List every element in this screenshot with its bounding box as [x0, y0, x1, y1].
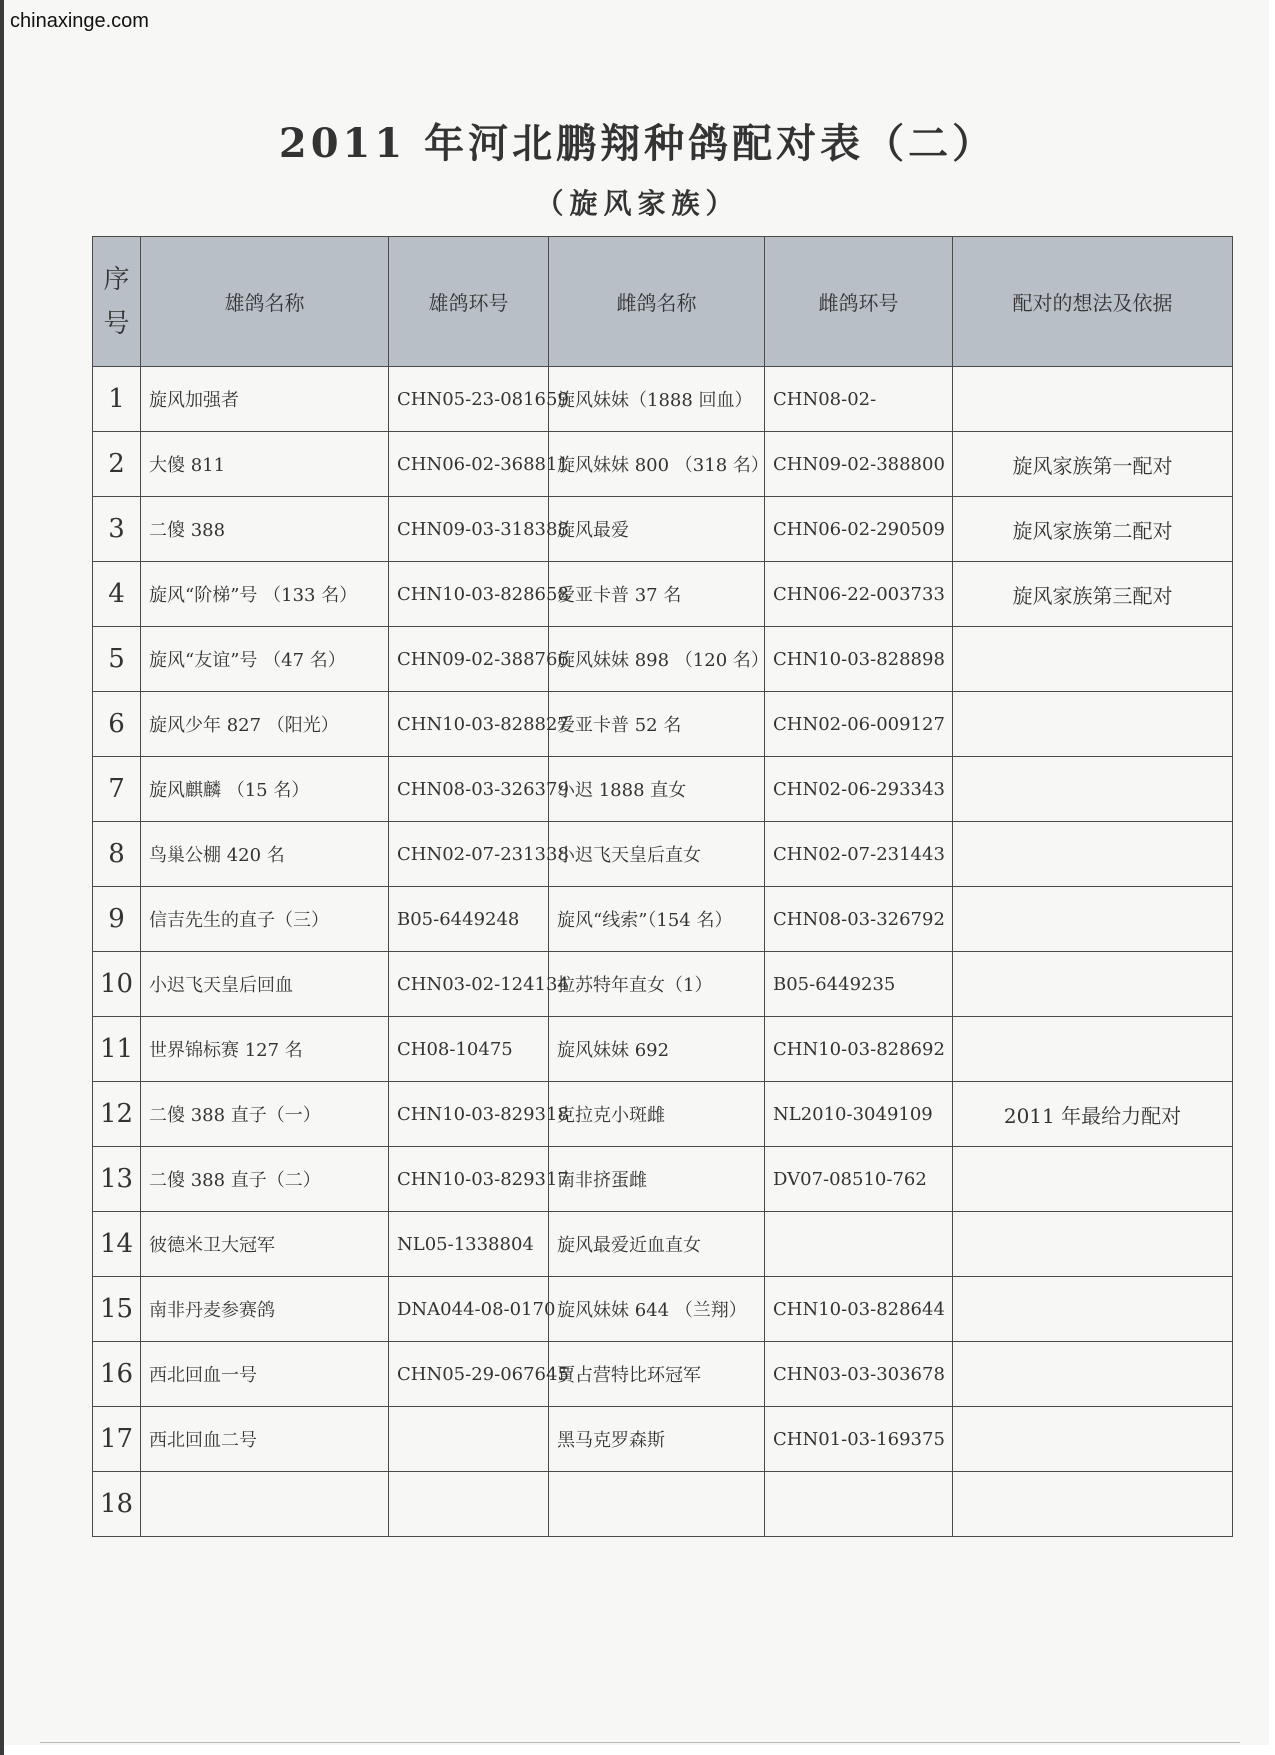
cell-female-name: 旋风最爱 — [549, 497, 765, 562]
page-bottom-edge — [40, 1742, 1240, 1743]
cell-female-name: 爱亚卡普 52 名 — [549, 692, 765, 757]
cell-male-name: 二傻 388 直子（一） — [141, 1082, 389, 1147]
cell-male-ring — [389, 1472, 549, 1537]
table-row — [93, 1472, 1233, 1537]
cell-male-ring: B05-6449248 — [389, 887, 549, 952]
cell-female-ring: B05-6449235 — [765, 952, 953, 1017]
cell-pairing-note — [953, 627, 1233, 692]
cell-female-ring — [765, 1212, 953, 1277]
cell-pairing-note — [953, 1407, 1233, 1472]
cell-male-name: 二傻 388 — [141, 497, 389, 562]
cell-male-name: 世界锦标赛 127 名 — [141, 1017, 389, 1082]
cell-male-name: 信吉先生的直子（三） — [141, 887, 389, 952]
cell-female-ring: CHN02-06-009127 — [765, 692, 953, 757]
cell-row-index: 7 — [93, 757, 141, 822]
cell-male-name: 旋风“阶梯”号 （133 名） — [141, 562, 389, 627]
table-row — [93, 497, 1233, 562]
cell-female-name: 爱亚卡普 37 名 — [549, 562, 765, 627]
table-row — [93, 1082, 1233, 1147]
table-row — [93, 627, 1233, 692]
table-row — [93, 822, 1233, 887]
cell-female-name: 小迟 1888 直女 — [549, 757, 765, 822]
cell-male-name — [141, 1472, 389, 1537]
page-subtitle: （旋风家族） — [535, 187, 740, 220]
cell-female-name: 旋风妹妹 800 （318 名） — [549, 432, 765, 497]
watermark: chinaxinge.com — [10, 10, 149, 32]
cell-pairing-note — [953, 1147, 1233, 1212]
cell-female-name — [549, 1472, 765, 1537]
table-header-row — [93, 237, 1233, 367]
cell-female-name: 旋风“线索”（154 名） — [549, 887, 765, 952]
header-male-name: 雄鸽名称 — [141, 237, 389, 367]
cell-row-index: 2 — [93, 432, 141, 497]
cell-male-name: 西北回血一号 — [141, 1342, 389, 1407]
table-row — [93, 692, 1233, 757]
cell-pairing-note: 2011 年最给力配对 — [953, 1082, 1233, 1147]
cell-female-name: 黑马克罗森斯 — [549, 1407, 765, 1472]
pairing-table — [92, 236, 1233, 1537]
cell-row-index: 17 — [93, 1407, 141, 1472]
cell-row-index: 10 — [93, 952, 141, 1017]
cell-female-name: 旋风最爱近血直女 — [549, 1212, 765, 1277]
table-row — [93, 1342, 1233, 1407]
cell-female-ring: CHN08-03-326792 — [765, 887, 953, 952]
cell-male-name: 彼德米卫大冠军 — [141, 1212, 389, 1277]
cell-male-name: 旋风“友谊”号 （47 名） — [141, 627, 389, 692]
cell-row-index: 8 — [93, 822, 141, 887]
cell-male-ring: CHN06-02-368811 — [389, 432, 549, 497]
cell-male-name: 小迟飞天皇后回血 — [141, 952, 389, 1017]
cell-female-ring: CHN03-03-303678 — [765, 1342, 953, 1407]
cell-male-ring: CHN09-02-388766 — [389, 627, 549, 692]
cell-male-name: 鸟巢公棚 420 名 — [141, 822, 389, 887]
table-body — [93, 367, 1233, 1537]
table-row — [93, 367, 1233, 432]
cell-male-name: 西北回血二号 — [141, 1407, 389, 1472]
cell-female-name: 南非挤蛋雌 — [549, 1147, 765, 1212]
cell-male-name: 二傻 388 直子（二） — [141, 1147, 389, 1212]
header-female-ring: 雌鸽环号 — [765, 237, 953, 367]
cell-male-ring: NL05-1338804 — [389, 1212, 549, 1277]
cell-row-index: 3 — [93, 497, 141, 562]
cell-male-ring: CHN02-07-231338 — [389, 822, 549, 887]
cell-row-index: 9 — [93, 887, 141, 952]
table-row — [93, 1017, 1233, 1082]
cell-female-ring: CHN01-03-169375 — [765, 1407, 953, 1472]
cell-female-name: 旋风妹妹 644 （兰翔） — [549, 1277, 765, 1342]
cell-female-ring: CHN06-02-290509 — [765, 497, 953, 562]
cell-pairing-note: 旋风家族第二配对 — [953, 497, 1233, 562]
cell-female-ring: CHN10-03-828644 — [765, 1277, 953, 1342]
cell-male-ring: CH08-10475 — [389, 1017, 549, 1082]
table-row — [93, 952, 1233, 1017]
cell-row-index: 12 — [93, 1082, 141, 1147]
header-index: 序 号 — [93, 237, 141, 367]
cell-pairing-note — [953, 1212, 1233, 1277]
cell-pairing-note — [953, 887, 1233, 952]
cell-row-index: 14 — [93, 1212, 141, 1277]
cell-male-ring — [389, 1407, 549, 1472]
cell-pairing-note — [953, 952, 1233, 1017]
cell-row-index: 1 — [93, 367, 141, 432]
cell-male-ring: CHN08-03-326379 — [389, 757, 549, 822]
cell-female-ring: CHN02-06-293343 — [765, 757, 953, 822]
cell-female-ring: CHN10-03-828898 — [765, 627, 953, 692]
cell-female-name: 旋风妹妹 692 — [549, 1017, 765, 1082]
cell-pairing-note — [953, 1472, 1233, 1537]
cell-female-name: 拉苏特年直女（1） — [549, 952, 765, 1017]
cell-female-ring: NL2010-3049109 — [765, 1082, 953, 1147]
cell-pairing-note — [953, 822, 1233, 887]
cell-male-ring: CHN10-03-828658 — [389, 562, 549, 627]
cell-female-ring: CHN06-22-003733 — [765, 562, 953, 627]
cell-pairing-note — [953, 692, 1233, 757]
cell-female-ring: CHN09-02-388800 — [765, 432, 953, 497]
cell-male-ring: CHN09-03-318388 — [389, 497, 549, 562]
cell-row-index: 11 — [93, 1017, 141, 1082]
cell-pairing-note — [953, 1277, 1233, 1342]
table-row — [93, 1212, 1233, 1277]
cell-female-ring: CHN08-02- — [765, 367, 953, 432]
cell-pairing-note: 旋风家族第一配对 — [953, 432, 1233, 497]
cell-male-ring: DNA044-08-0170 — [389, 1277, 549, 1342]
cell-female-ring — [765, 1472, 953, 1537]
cell-male-ring: CHN10-03-829318 — [389, 1082, 549, 1147]
cell-row-index: 16 — [93, 1342, 141, 1407]
cell-male-ring: CHN10-03-829317 — [389, 1147, 549, 1212]
cell-male-name: 南非丹麦参赛鸽 — [141, 1277, 389, 1342]
cell-female-ring: CHN10-03-828692 — [765, 1017, 953, 1082]
cell-female-ring: DV07-08510-762 — [765, 1147, 953, 1212]
cell-row-index: 13 — [93, 1147, 141, 1212]
page-title: 2011 年河北鹏翔种鸽配对表（二） — [278, 120, 997, 167]
cell-male-ring: CHN03-02-124134 — [389, 952, 549, 1017]
table-row — [93, 562, 1233, 627]
cell-male-ring: CHN05-29-067645 — [389, 1342, 549, 1407]
cell-row-index: 4 — [93, 562, 141, 627]
table-row — [93, 887, 1233, 952]
header-female-name: 雌鸽名称 — [549, 237, 765, 367]
cell-female-name: 小迟飞天皇后直女 — [549, 822, 765, 887]
table-row — [93, 757, 1233, 822]
cell-pairing-note — [953, 757, 1233, 822]
cell-male-name: 大傻 811 — [141, 432, 389, 497]
cell-female-name: 克拉克小斑雌 — [549, 1082, 765, 1147]
cell-male-name: 旋风少年 827 （阳光） — [141, 692, 389, 757]
cell-male-ring: CHN05-23-081659 — [389, 367, 549, 432]
cell-male-name: 旋风加强者 — [141, 367, 389, 432]
table-row — [93, 432, 1233, 497]
cell-male-ring: CHN10-03-828827 — [389, 692, 549, 757]
table-row — [93, 1147, 1233, 1212]
cell-pairing-note — [953, 1342, 1233, 1407]
cell-pairing-note — [953, 367, 1233, 432]
header-pairing-notes: 配对的想法及依据 — [953, 237, 1233, 367]
table-row — [93, 1407, 1233, 1472]
cell-pairing-note — [953, 1017, 1233, 1082]
cell-female-name: 旋风妹妹 898 （120 名） — [549, 627, 765, 692]
cell-female-name: 賈占营特比环冠军 — [549, 1342, 765, 1407]
cell-male-name: 旋风麒麟 （15 名） — [141, 757, 389, 822]
cell-pairing-note: 旋风家族第三配对 — [953, 562, 1233, 627]
cell-female-name: 旋风妹妹（1888 回血） — [549, 367, 765, 432]
cell-female-ring: CHN02-07-231443 — [765, 822, 953, 887]
cell-row-index: 15 — [93, 1277, 141, 1342]
cell-row-index: 5 — [93, 627, 141, 692]
header-male-ring: 雄鸽环号 — [389, 237, 549, 367]
cell-row-index: 6 — [93, 692, 141, 757]
table-row — [93, 1277, 1233, 1342]
cell-row-index: 18 — [93, 1472, 141, 1537]
